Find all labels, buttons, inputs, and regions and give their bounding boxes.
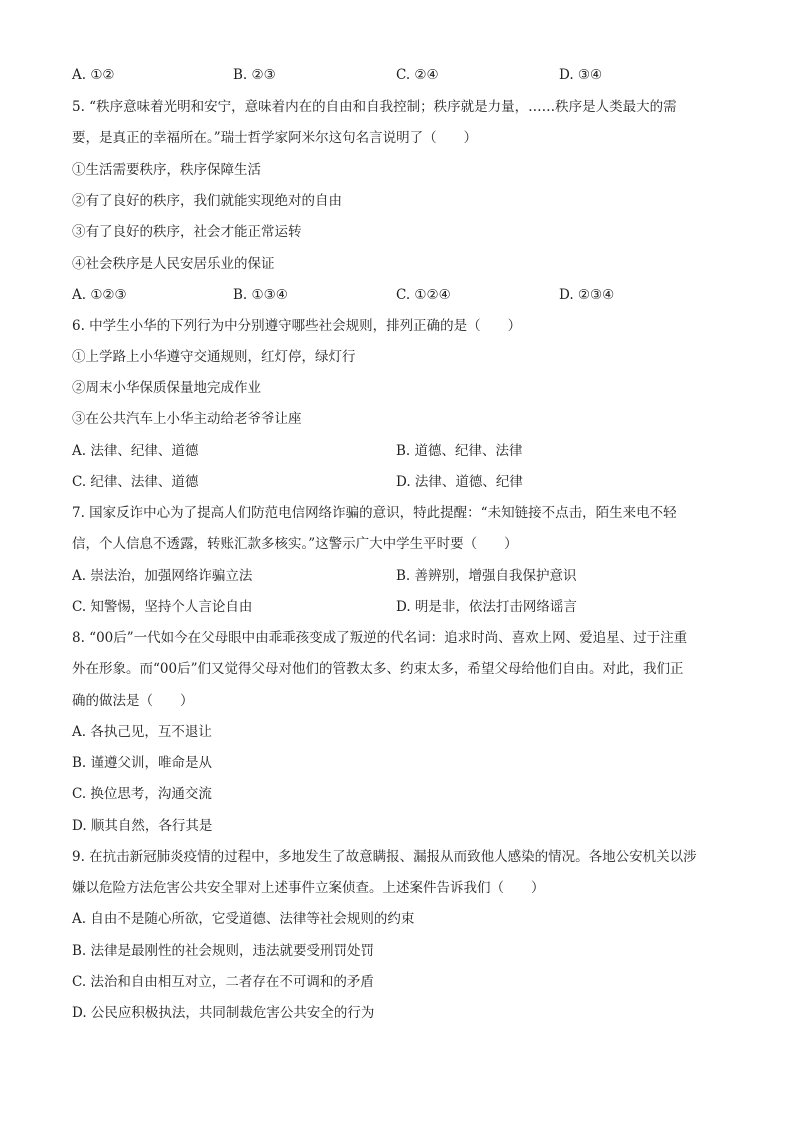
- q5-statement-4: ④社会秩序是人民安居乐业的保证: [72, 256, 275, 272]
- q8-stem-line-1: 8. “00后”一代如今在父母眼中由乖乖孩变成了叛逆的代名词：追求时尚、喜欢上网、爱追星、过于注重: [72, 630, 688, 646]
- q7-option-c: C. 知警惕，坚持个人言论自由: [72, 599, 253, 615]
- q6-stem: 6. 中学生小华的下列行为中分别遵守哪些社会规则，排列正确的是（ ）: [72, 318, 522, 334]
- q7-option-d: D. 明是非，依法打击网络谣言: [396, 599, 577, 615]
- q5-option-c: C. ①②④: [396, 287, 451, 303]
- q7-stem-line-2: 信，个人信息不透露，转账汇款多核实。”这警示广大中学生平时要（ ）: [72, 536, 518, 552]
- q9-option-d: D. 公民应积极执法，共同制裁危害公共安全的行为: [72, 1005, 375, 1021]
- q6-option-b: B. 道德、纪律、法律: [396, 443, 523, 459]
- q8-stem-line-3: 确的做法是（ ）: [72, 693, 194, 709]
- q8-option-a: A. 各执己见，互不退让: [72, 724, 212, 740]
- q4-option-c: C. ②④: [396, 67, 439, 83]
- q6-statement-2: ②周末小华保质保量地完成作业: [72, 380, 261, 396]
- q9-option-b: B. 法律是最刚性的社会规则，违法就要受刑罚处罚: [72, 943, 375, 959]
- q6-option-c: C. 纪律、法律、道德: [72, 474, 199, 490]
- q8-option-b: B. 谨遵父训，唯命是从: [72, 755, 213, 771]
- q9-stem-line-1: 9. 在抗击新冠肺炎疫情的过程中，多地发生了故意瞒报、漏报从而致他人感染的情况。各地公安机关以涉: [72, 849, 697, 865]
- q5-option-d: D. ②③④: [559, 287, 615, 303]
- q9-stem-line-2: 嫌以危险方法危害公共安全罪对上述事件立案侦查。上述案件告诉我们（ ）: [72, 880, 545, 896]
- q9-option-c: C. 法治和自由相互对立，二者存在不可调和的矛盾: [72, 974, 374, 990]
- q4-option-d: D. ③④: [559, 67, 603, 83]
- q7-option-a: A. 崇法治，加强网络诈骗立法: [72, 568, 253, 584]
- q5-statement-2: ②有了良好的秩序，我们就能实现绝对的自由: [72, 193, 342, 209]
- q6-option-a: A. 法律、纪律、道德: [72, 443, 199, 459]
- q7-stem-line-1: 7. 国家反诈中心为了提高人们防范电信网络诈骗的意识，特此提醒：“未知链接不点击，陌生来电不轻: [72, 505, 677, 521]
- q5-option-b: B. ①③④: [233, 287, 288, 303]
- q5-statement-3: ③有了良好的秩序，社会才能正常运转: [72, 224, 302, 240]
- q4-option-b: B. ②③: [233, 67, 276, 83]
- q7-option-b: B. 善辨别，增强自我保护意识: [396, 568, 577, 584]
- q8-stem-line-2: 外在形象。而“00后”们又觉得父母对他们的管教太多、约束太多，希望父母给他们自由。对此，我们正: [72, 661, 684, 677]
- q9-option-a: A. 自由不是随心所欲，它受道德、法律等社会规则的约束: [72, 911, 415, 927]
- q8-option-d: D. 顺其自然，各行其是: [72, 818, 213, 834]
- q6-statement-1: ①上学路上小华遵守交通规则，红灯停，绿灯行: [72, 349, 356, 365]
- q5-stem-line-2: 要，是真正的幸福所在。”瑞士哲学家阿米尔这句名言说明了（ ）: [72, 130, 478, 146]
- q6-statement-3: ③在公共汽车上小华主动给老爷爷让座: [72, 411, 302, 427]
- q5-option-a: A. ①②③: [72, 287, 127, 303]
- q8-option-c: C. 换位思考，沟通交流: [72, 786, 212, 802]
- q6-option-d: D. 法律、道德、纪律: [396, 474, 523, 490]
- q5-stem-line-1: 5. “秩序意味着光明和安宁，意味着内在的自由和自我控制；秩序就是力量，……秩序是人类最大的需: [72, 99, 677, 115]
- q4-option-a: A. ①②: [72, 67, 115, 83]
- q5-statement-1: ①生活需要秩序，秩序保障生活: [72, 162, 261, 178]
